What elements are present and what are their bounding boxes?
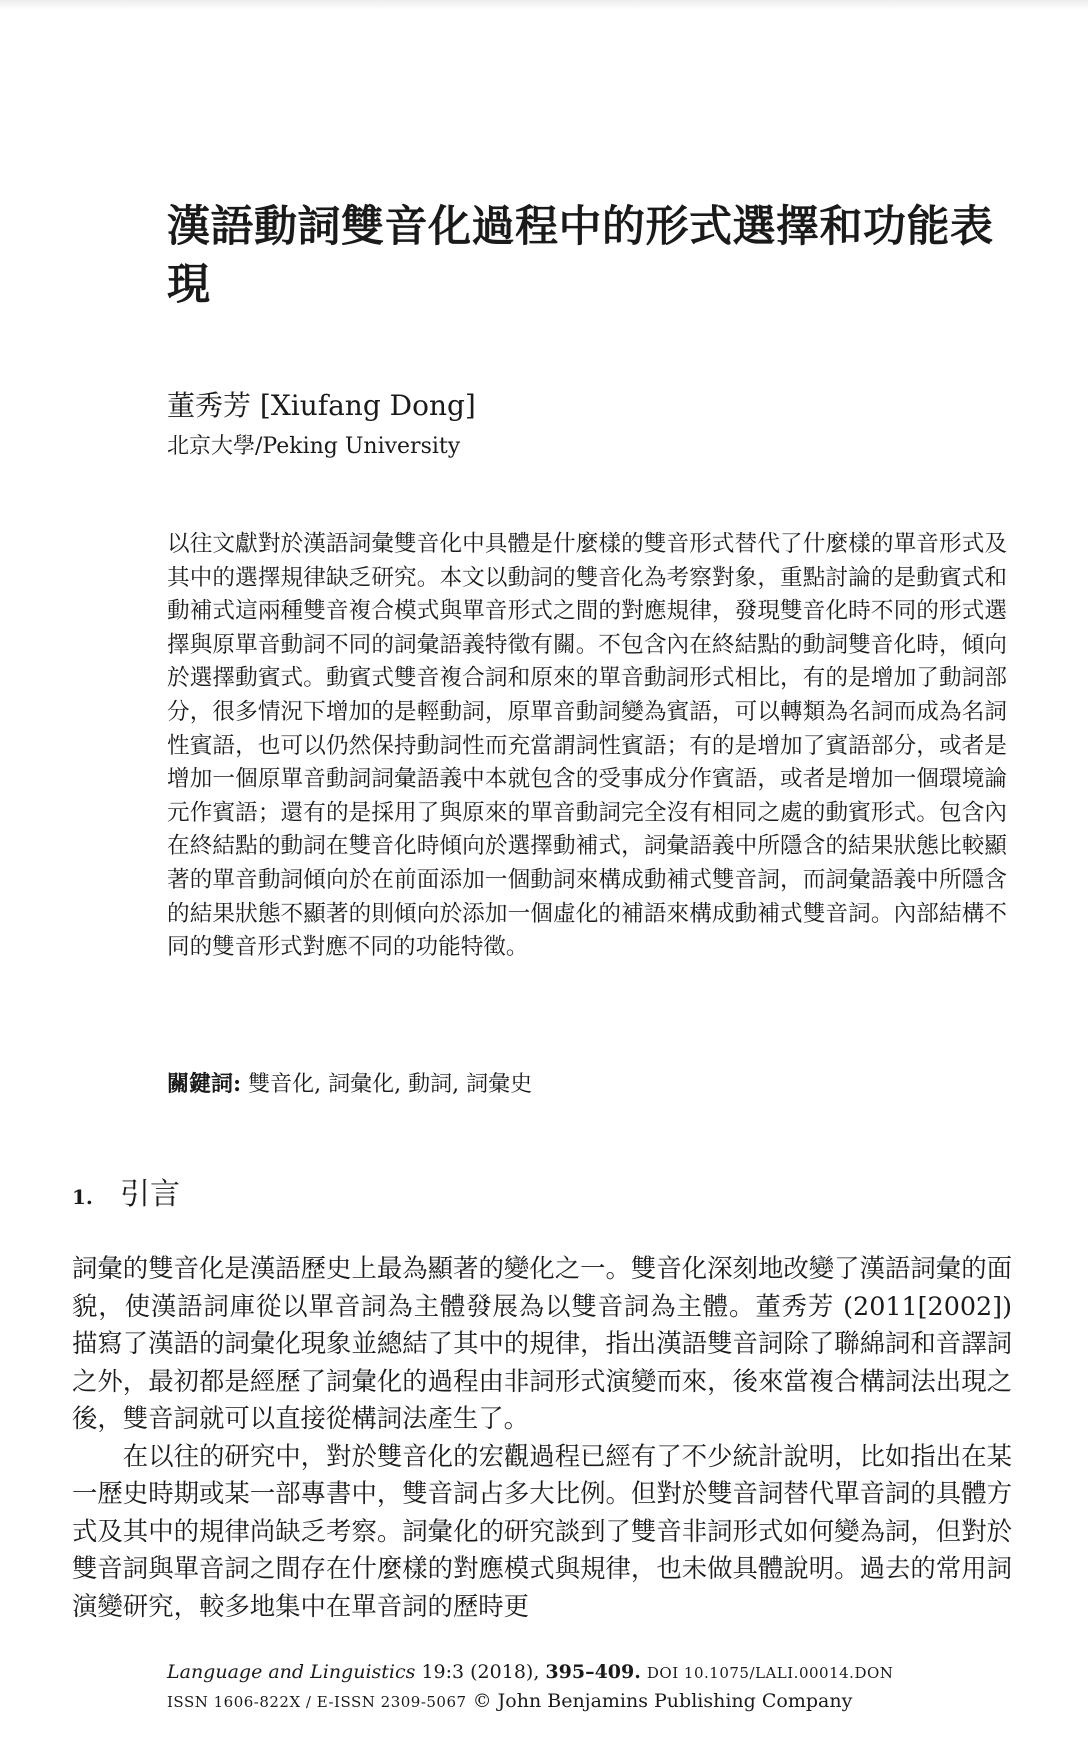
- keywords: [167, 1068, 1007, 1101]
- body-paragraph-2: 在以往的研究中，對於雙音化的宏觀過程已經有了不少統計說明，比如指出在某一歷史時期或某一部專書中，雙音詞占多大比例。但對於雙音詞替代單音詞的具體方式及其中的規律尚缺乏考察。詞彙化的研究談到了雙音非詞形式如何變為詞，但對於雙音詞與單音詞之間存在什麼樣的對應模式與規律，也未做具體說明。過去的常用詞演變研究，較多地集中在單音詞的歷時更: [72, 1440, 1012, 1621]
- section-heading: [72, 1175, 180, 1217]
- author-affiliation: 北京大學/Peking University: [167, 434, 461, 459]
- journal-volume: 19:3 (2018),: [421, 1661, 540, 1683]
- citation-line-1: [167, 1658, 1027, 1687]
- publisher: © John Benjamins Publishing Company: [472, 1690, 853, 1712]
- keywords-label: 關鍵詞:: [167, 1071, 242, 1097]
- citation-footer: [167, 1658, 1027, 1716]
- doi: DOI 10.1075/LALI.00014.DON: [646, 1664, 894, 1682]
- abstract: 以往文獻對於漢語詞彙雙音化中具體是什麼樣的雙音形式替代了什麼樣的單音形式及其中的選擇規律缺乏研究。本文以動詞的雙音化為考察對象，重點討論的是動賓式和動補式這兩種雙音複合模式與單音形式之間的對應規律，發現雙音化時不同的形式選擇與原單音動詞不同的詞彙語義特徵有關。不包含內在終結點的動詞雙音化時，傾向於選擇動賓式。動賓式雙音複合詞和原來的單音動詞形式相比，有的是增加了動詞部分，很多情況下增加的是輕動詞，原單音動詞變為賓語，可以轉類為名詞而成為名詞性賓語，也可以仍然保持動詞性而充當謂詞性賓語；有的是增加了賓語部分，或者是增加一個原單音動詞詞彙語義中本就包含的受事成分作賓語，或者是增加一個環境論元作賓語；還有的是採用了與原來的單音動詞完全沒有相同之處的動賓形式。包含內在終結點的動詞在雙音化時傾向於選擇動補式，詞彙語義中所隱含的結果狀態比較顯著的單音動詞傾向於在前面添加一個動詞來構成動補式雙音詞，而詞彙語義中所隱含的結果狀態不顯著的則傾向於添加一個虛化的補語來構成動補式雙音詞。內部結構不同的雙音形式對應不同的功能特徵。: [167, 531, 1007, 961]
- journal-name: Language and Linguistics: [167, 1661, 416, 1683]
- section-title: 引言: [120, 1177, 180, 1212]
- paper-title: 漢語動詞雙音化過程中的形式選擇和功能表現: [167, 202, 994, 310]
- section-number: 1.: [72, 1185, 93, 1209]
- body-text: [72, 1250, 1012, 1625]
- body-paragraph-1: 詞彙的雙音化是漢語歷史上最為顯著的變化之一。雙音化深刻地改變了漢語詞彙的面貌，使漢語詞庫從以單音詞為主體發展為以雙音詞為主體。董秀芳 (2011[2002]) 描寫了漢語的詞彙化現象並總結了其中的規律，指出漢語雙音詞除了聯綿詞和音譯詞之外，最初都是經歷了詞彙化的過程由非詞形式演變而來，後來當複合構詞法出現之後，雙音詞就可以直接從構詞法產生了。: [72, 1253, 1012, 1433]
- issn: ISSN 1606-822X / E-ISSN 2309-5067: [167, 1693, 467, 1711]
- citation-line-2: [167, 1687, 1027, 1716]
- author-name: 董秀芳 [Xiufang Dong]: [167, 389, 476, 422]
- page-range: 395–409.: [545, 1661, 641, 1683]
- keywords-values: 雙音化, 詞彙化, 動詞, 詞彙史: [248, 1072, 533, 1097]
